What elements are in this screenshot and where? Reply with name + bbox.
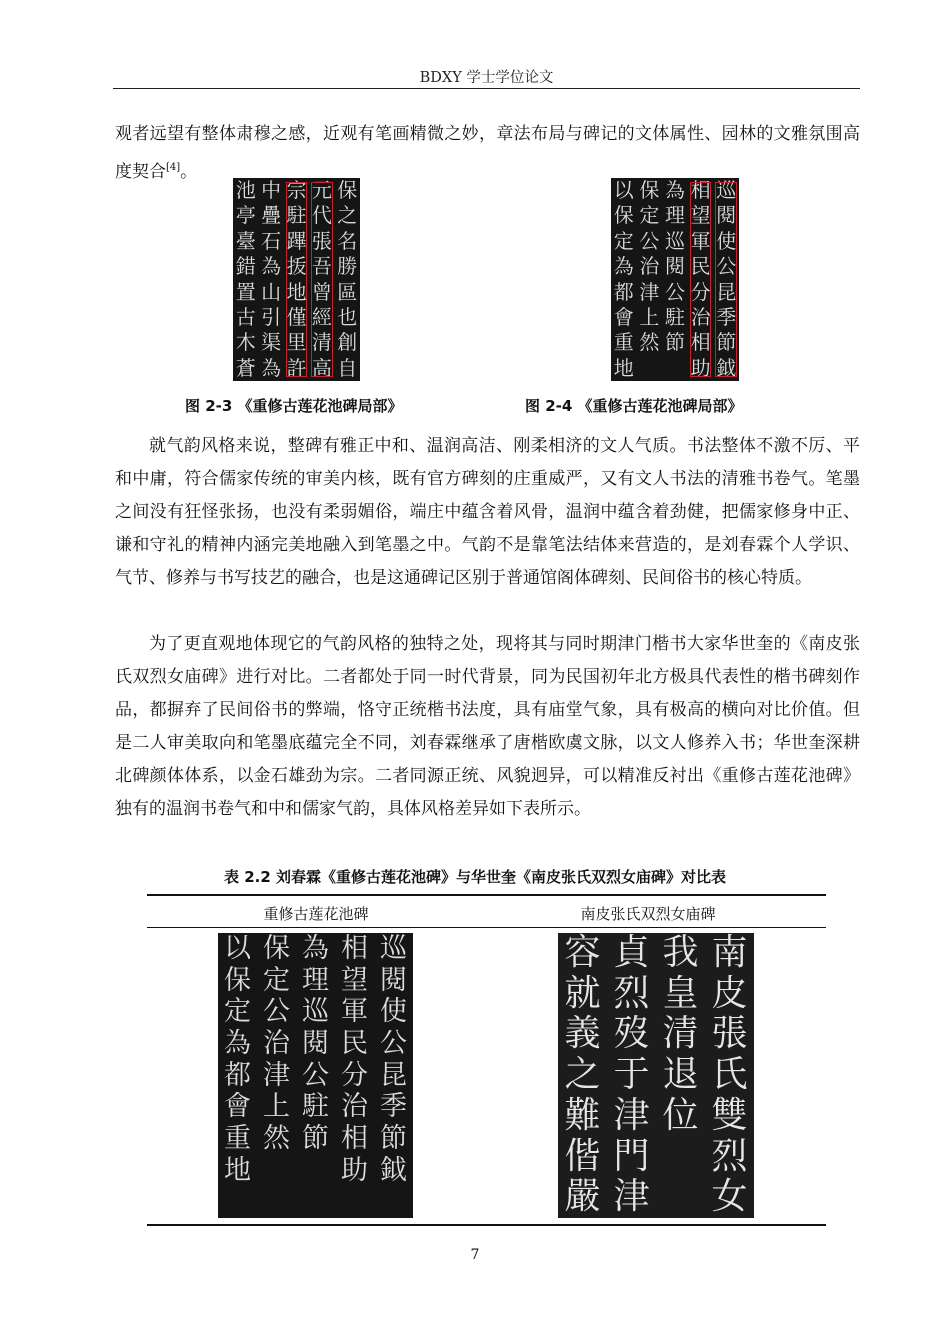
page-number: 7 xyxy=(470,1247,480,1263)
running-header: BDXY 学士学位论文 xyxy=(419,70,554,86)
highlight-box xyxy=(715,182,737,377)
table-bottom-rule xyxy=(147,1224,826,1226)
rubbing-column: 相 望 軍 民 分 治 相 助 xyxy=(341,933,368,1186)
rubbing-column: 我 皇 清 退 位 xyxy=(662,933,699,1136)
rubbing-column: 保 定 公 治 津 上 然 xyxy=(263,933,290,1154)
table-caption: 表 2.2 刘春霖《重修古莲花池碑》与华世奎《南皮张氏双烈女庙碑》对比表 xyxy=(223,868,727,886)
intro-paragraph xyxy=(115,118,860,189)
figure-caption-2-3: 图 2-3 《重修古莲花池碑局部》 xyxy=(185,397,403,415)
body-paragraph-2: 为了更直观地体现它的气韵风格的独特之处，现将其与同时期津门楷书大家华世奎的《南皮张氏双烈女庙碑》进行对比。二者都处于同一时代背景，同为民国初年北方极具代表性的楷书碑刻作品，都摒弃了民间俗书的弊端，恪守正统楷书法度，具有庙堂气象，具有极高的横向对比价值。但是二人审美取向和笔墨底蕴完全不同，刘春霖继承了唐楷欧虞文脉，以文人修养入书；华世奎深耕北碑颜体体系，以金石雄劲为宗。二者同源正统、风貌迥异，可以精准反衬出《重修古莲花池碑》独有的温润书卷气和中和儒家气韵，具体风格差异如下表所示。 xyxy=(115,634,860,819)
table-header-rule xyxy=(147,927,826,928)
highlight-box xyxy=(690,182,712,377)
rubbing-image-fig-2-3 xyxy=(233,178,360,381)
intro-tail: 。 xyxy=(180,162,198,182)
figure-caption-2-4: 图 2-4 《重修古莲花池碑局部》 xyxy=(525,397,743,415)
header-rule xyxy=(113,88,860,89)
rubbing-column: 以 保 定 為 都 會 重 地 xyxy=(224,933,251,1186)
highlight-box xyxy=(286,182,307,377)
highlight-box xyxy=(311,182,332,377)
rubbing-column: 保 定 公 治 津 上 然 xyxy=(639,178,660,355)
table-header-right: 南皮张氏双烈女庙碑 xyxy=(580,905,716,923)
rubbing-column: 中 疊 石 為 山 引 渠 為 xyxy=(261,178,282,380)
table-header-left: 重修古莲花池碑 xyxy=(263,905,369,923)
rubbing-column: 元 代 張 吾 曾 經 清 高 xyxy=(311,178,332,380)
rubbing-image-fig-2-4 xyxy=(611,178,739,381)
rubbing-column: 巡 閱 使 公 昆 季 節 鉞 xyxy=(716,178,737,380)
rubbing-column: 池 亭 臺 錯 置 古 木 蒼 xyxy=(235,178,256,380)
intro-text: 观者远望有整体肃穆之感，近观有笔画精微之妙，章法布局与碑记的文体属性、园林的文雅氛围高度契合 xyxy=(115,124,860,182)
table-rubbing-left xyxy=(218,933,413,1218)
rubbing-column: 保 之 名 勝 區 也 創 自 xyxy=(337,178,358,380)
rubbing-column: 相 望 軍 民 分 治 相 助 xyxy=(690,178,711,380)
table-rubbing-right xyxy=(558,933,754,1218)
body-paragraph-1: 就气韵风格来说，整碑有雅正中和、温润高洁、刚柔相济的文人气质。书法整体不激不厉、平和中庸，符合儒家传统的审美内核，既有官方碑刻的庄重威严，又有文人书法的清雅书卷气。笔墨之间没有狂怪张扬，也没有柔弱媚俗，端庄中蕴含着风骨，温润中蕴含着劲健，把儒家修身中正、谦和守礼的精神内涵完美地融入到笔墨之中。气韵不是靠笔法结体来营造的，是刘春霖个人学识、气节、修养与书写技艺的融合，也是这通碑记区别于普通馆阁体碑刻、民间俗书的核心特质。 xyxy=(115,436,860,588)
rubbing-column: 巡 閱 使 公 昆 季 節 鉞 xyxy=(380,933,407,1186)
citation-ref: [4] xyxy=(166,162,181,173)
rubbing-column: 為 理 巡 閱 公 駐 節 xyxy=(664,178,685,355)
rubbing-column: 宗 駐 蹕 㧞 地 僅 里 許 xyxy=(286,178,307,380)
rubbing-column: 以 保 定 為 都 會 重 地 xyxy=(613,178,634,380)
rubbing-column: 容 就 義 之 難 偕 嚴 xyxy=(564,933,601,1218)
table-top-rule xyxy=(147,894,826,896)
rubbing-column: 貞 烈 歿 于 津 門 津 xyxy=(613,933,650,1218)
rubbing-column: 為 理 巡 閱 公 駐 節 xyxy=(302,933,329,1154)
rubbing-column: 南 皮 張 氏 雙 烈 女 xyxy=(711,933,748,1218)
